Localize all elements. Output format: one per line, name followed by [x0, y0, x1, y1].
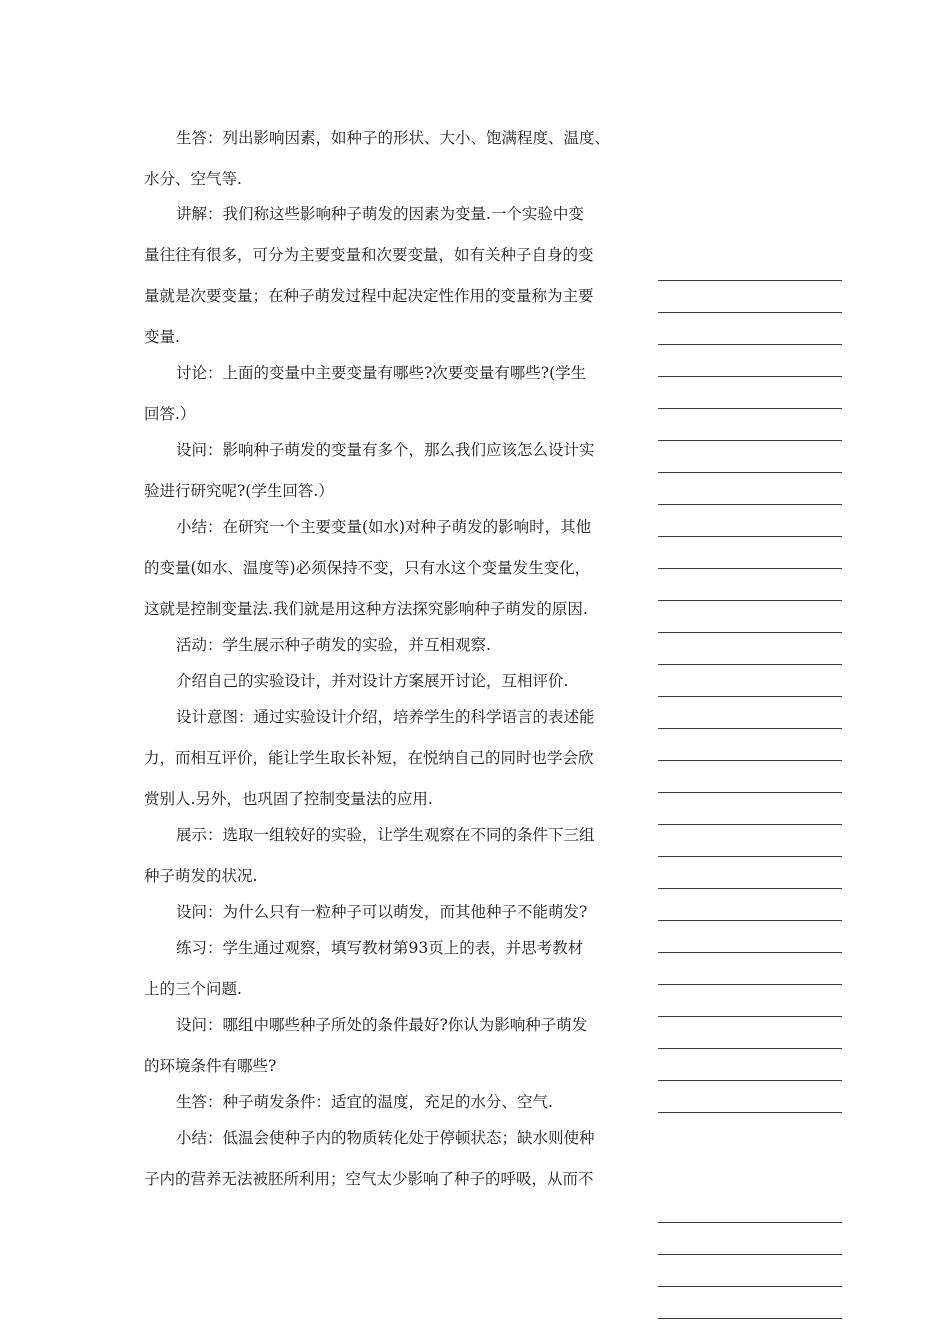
- text-line: 赏别人.另外，也巩固了控制变量法的应用.: [144, 790, 433, 808]
- text-line: 活动：学生展示种子萌发的实验，并互相观察.: [176, 636, 491, 654]
- note-rule: [658, 408, 842, 409]
- note-rule: [658, 664, 842, 665]
- text-line: 子内的营养无法被胚所利用；空气太少影响了种子的呼吸，从而不: [144, 1170, 594, 1188]
- note-rule: [658, 1080, 842, 1081]
- text-line: 水分、空气等.: [144, 170, 242, 188]
- note-rule: [658, 920, 842, 921]
- text-line: 种子萌发的状况.: [144, 867, 258, 885]
- note-rule: [658, 568, 842, 569]
- note-rule: [658, 984, 842, 985]
- note-rule: [658, 952, 842, 953]
- text-line: 量就是次要变量；在种子萌发过程中起决定性作用的变量称为主要: [144, 287, 594, 305]
- text-line: 生答：种子萌发条件：适宜的温度，充足的水分、空气.: [176, 1093, 553, 1111]
- note-rule: [658, 856, 842, 857]
- note-rule: [658, 1016, 842, 1017]
- text-line: 力，而相互评价，能让学生取长补短，在悦纳自己的同时也学会欣: [144, 749, 594, 767]
- text-line: 展示：选取一组较好的实验，让学生观察在不同的条件下三组: [176, 826, 595, 844]
- text-line: 量往往有很多，可分为主要变量和次要变量，如有关种子自身的变: [144, 246, 594, 264]
- text-line: 讨论：上面的变量中主要变量有哪些?次要变量有哪些?(学生: [176, 364, 587, 382]
- note-rule: [658, 1112, 842, 1113]
- note-rule: [658, 632, 842, 633]
- note-rule: [658, 472, 842, 473]
- text-line: 小结：在研究一个主要变量(如水)对种子萌发的影响时，其他: [176, 518, 592, 536]
- text-line: 讲解：我们称这些影响种子萌发的因素为变量.一个实验中变: [176, 205, 584, 223]
- note-rule: [658, 1286, 842, 1287]
- note-rule: [658, 888, 842, 889]
- text-line: 设问：为什么只有一粒种子可以萌发，而其他种子不能萌发?: [176, 903, 588, 921]
- text-line: 设问：哪组中哪些种子所处的条件最好?你认为影响种子萌发: [176, 1016, 588, 1034]
- text-line: 验进行研究呢?(学生回答.）: [144, 482, 334, 500]
- text-line: 的环境条件有哪些?: [144, 1057, 277, 1075]
- note-rule: [658, 1318, 842, 1319]
- note-rule: [658, 536, 842, 537]
- note-rule: [658, 376, 842, 377]
- text-line: 的变量(如水、温度等)必须保持不变，只有水这个变量发生变化，: [144, 559, 591, 577]
- text-line: 变量.: [144, 328, 180, 346]
- note-rule: [658, 696, 842, 697]
- note-rule: [658, 344, 842, 345]
- text-line: 介绍自己的实验设计，并对设计方案展开讨论，互相评价.: [176, 672, 569, 690]
- text-line: 小结：低温会使种子内的物质转化处于停顿状态；缺水则使种: [176, 1129, 595, 1147]
- text-line: 上的三个问题.: [144, 980, 242, 998]
- text-line: 回答.）: [144, 405, 196, 423]
- note-rule: [658, 1048, 842, 1049]
- note-rule: [658, 728, 842, 729]
- text-line: 练习：学生通过观察，填写教材第93页上的表，并思考教材: [176, 939, 584, 957]
- text-line: 设计意图：通过实验设计介绍，培养学生的科学语言的表述能: [176, 708, 595, 726]
- note-rule: [658, 792, 842, 793]
- note-rule: [658, 280, 842, 281]
- text-line: 这就是控制变量法.我们就是用这种方法探究影响种子萌发的原因.: [144, 600, 588, 618]
- text-line: 生答：列出影响因素，如种子的形状、大小、饱满程度、温度、: [176, 129, 611, 147]
- note-rule: [658, 760, 842, 761]
- note-rule: [658, 824, 842, 825]
- note-rule: [658, 312, 842, 313]
- note-rule: [658, 504, 842, 505]
- note-rule: [658, 440, 842, 441]
- note-rule: [658, 600, 842, 601]
- text-line: 设问：影响种子萌发的变量有多个，那么我们应该怎么设计实: [176, 441, 595, 459]
- note-rule: [658, 1254, 842, 1255]
- note-rule: [658, 1222, 842, 1223]
